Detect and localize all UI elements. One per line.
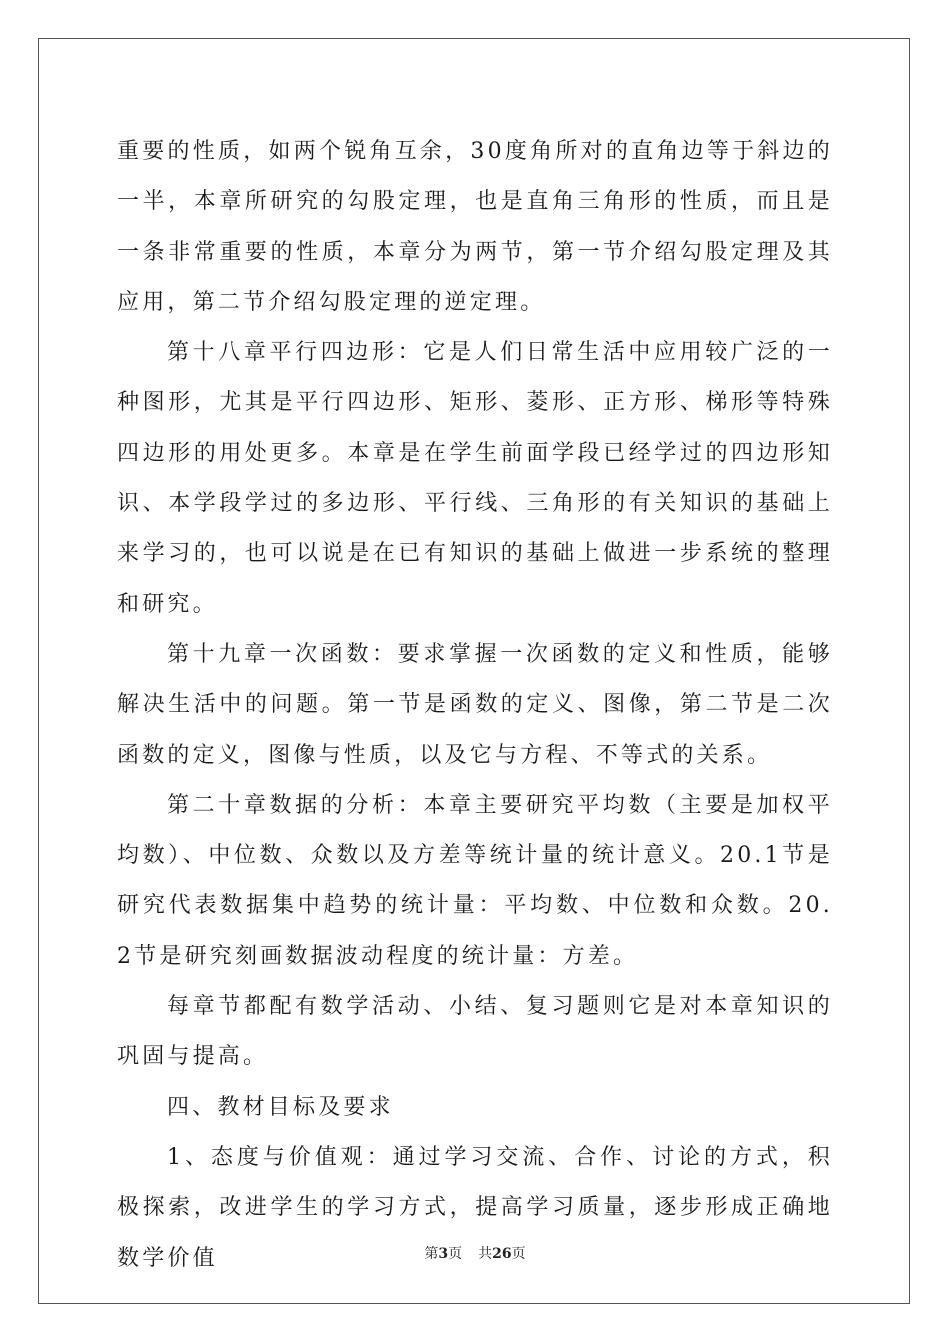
total-pages: 26 (492, 1246, 512, 1262)
paragraph-attitude-values: 1、态度与价值观：通过学习交流、合作、讨论的方式，积极探索，改进学生的学习方式，提高学习质量，逐步形成正确地数学价值 (117, 1144, 833, 1271)
paragraph-chapter-activities: 每章节都配有数学活动、小结、复习题则它是对本章知识的巩固与提高。 (117, 994, 833, 1070)
section-heading-goals: 四、教材目标及要求 (167, 1094, 394, 1120)
total-prefix: 共 (478, 1246, 493, 1262)
paragraph-chapter-18: 第十八章平行四边形：它是人们日常生活中应用较广泛的一种图形，尤其是平行四边形、矩形、菱形、正方形、梯形等特殊四边形的用处更多。本章是在学生前面学段已经学过的四边形知识、本学段学过的多边形、平行线、三角形的有关知识的基础上来学习的，也可以说是在已有知识的基础上做进一步系统的整理和研究。 (117, 340, 833, 617)
paragraph-chapter-20: 第二十章数据的分析：本章主要研究平均数（主要是加权平均数）、中位数、众数以及方差等统计量的统计意义。20.1节是研究代表数据集中趋势的统计量：平均数、中位数和众数。20.2节是研究刻画数据波动程度的统计量：方差。 (117, 792, 833, 969)
paragraph-chapter-19: 第十九章一次函数：要求掌握一次函数的定义和性质，能够解决生活中的问题。第一节是函数的定义、图像，第二节是二次函数的定义，图像与性质，以及它与方程、不等式的关系。 (117, 641, 833, 768)
document-body (117, 127, 833, 1284)
page-number: 3 (438, 1246, 449, 1262)
paragraph-continued: 重要的性质，如两个锐角互余，30度角所对的直角边等于斜边的一半，本章所研究的勾股定理，也是直角三角形的性质，而且是一条非常重要的性质，本章分为两节，第一节介绍勾股定理及其应用，第二节介绍勾股定理的逆定理。 (117, 139, 833, 315)
page-suffix: 页 (448, 1246, 463, 1262)
total-suffix: 页 (511, 1246, 526, 1262)
page-prefix: 第 (424, 1246, 439, 1262)
page-footer (0, 1243, 950, 1263)
